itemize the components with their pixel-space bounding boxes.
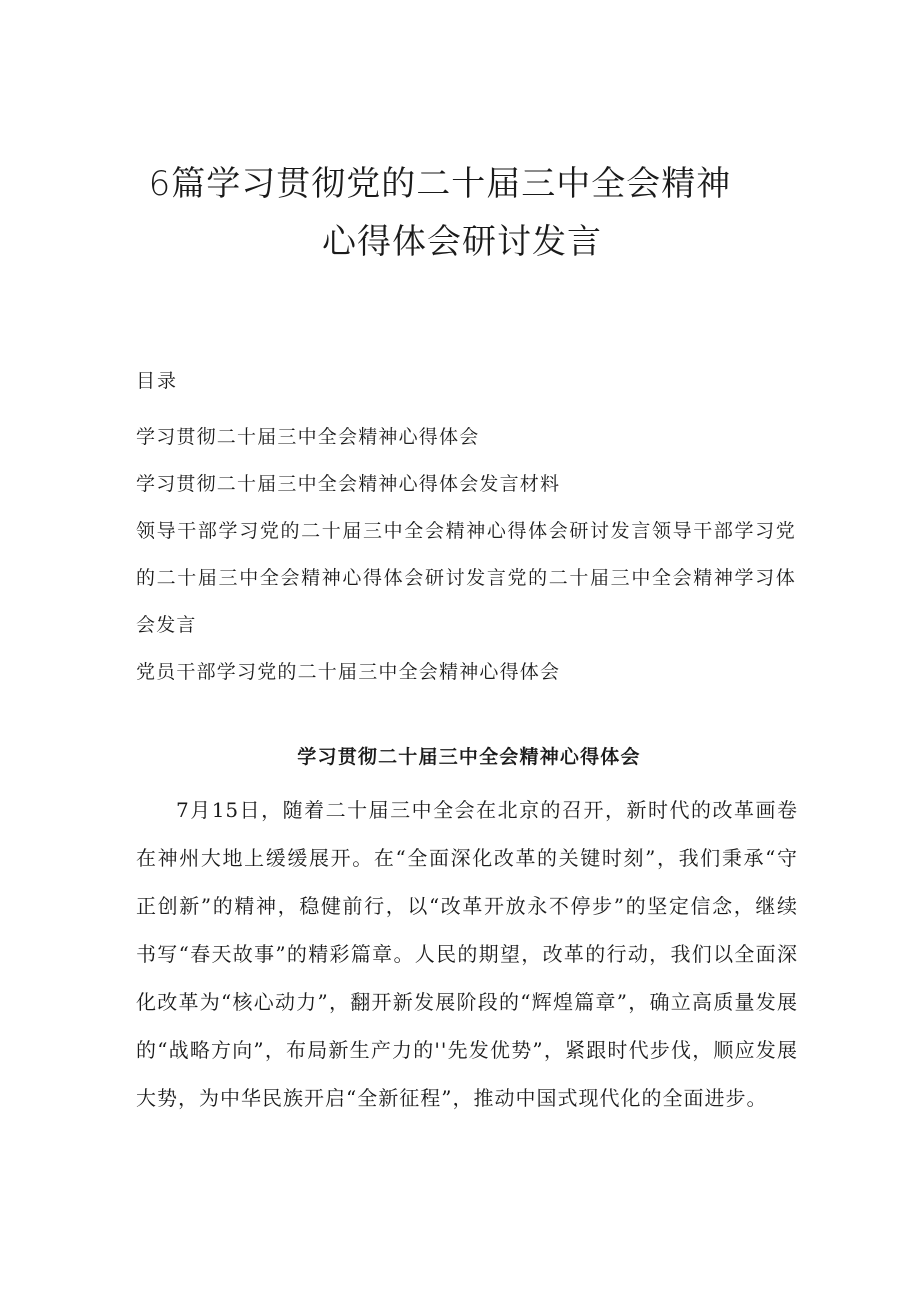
document-title-line-1: 6篇学习贯彻党的二十届三中全会精神 — [148, 164, 732, 204]
toc-heading: 目录 — [136, 370, 179, 392]
table-of-contents — [136, 366, 796, 696]
toc-item[interactable]: 学习贯彻二十届三中全会精神心得体会发言材料 — [136, 473, 561, 495]
toc-item[interactable]: 学习贯彻二十届三中全会精神心得体会 — [136, 426, 480, 448]
document-title-line-2: 心得体会研讨发言 — [322, 222, 602, 262]
section-title: 学习贯彻二十届三中全会精神心得体会 — [297, 746, 641, 768]
body-paragraph: 7月15日，随着二十届三中全会在北京的召开，新时代的改革画卷在神州大地上缓缓展开。在“全面深化改革的关键时刻”，我们秉承“守正创新”的精神，稳健前行，以“改革开放永不停步”的坚定信念，继续书写“春天故事”的精彩篇章。人民的期望，改革的行动，我们以全面深化改革为“核心动力”，翻开新发展阶段的“辉煌篇章”，确立高质量发展的“战略方向”，布局新生产力的''先发优势”，紧跟时代步伐，顺应发展大势，为中华民族开启“全新征程”，推动中国式现代化的全面进步。 — [136, 798, 798, 1110]
toc-item[interactable]: 党员干部学习党的二十届三中全会精神心得体会 — [136, 661, 561, 683]
toc-item[interactable]: 领导干部学习党的二十届三中全会精神心得体会研讨发言领导干部学习党的二十届三中全会精神心得体会研讨发言党的二十届三中全会精神学习体会发言 — [136, 520, 796, 636]
